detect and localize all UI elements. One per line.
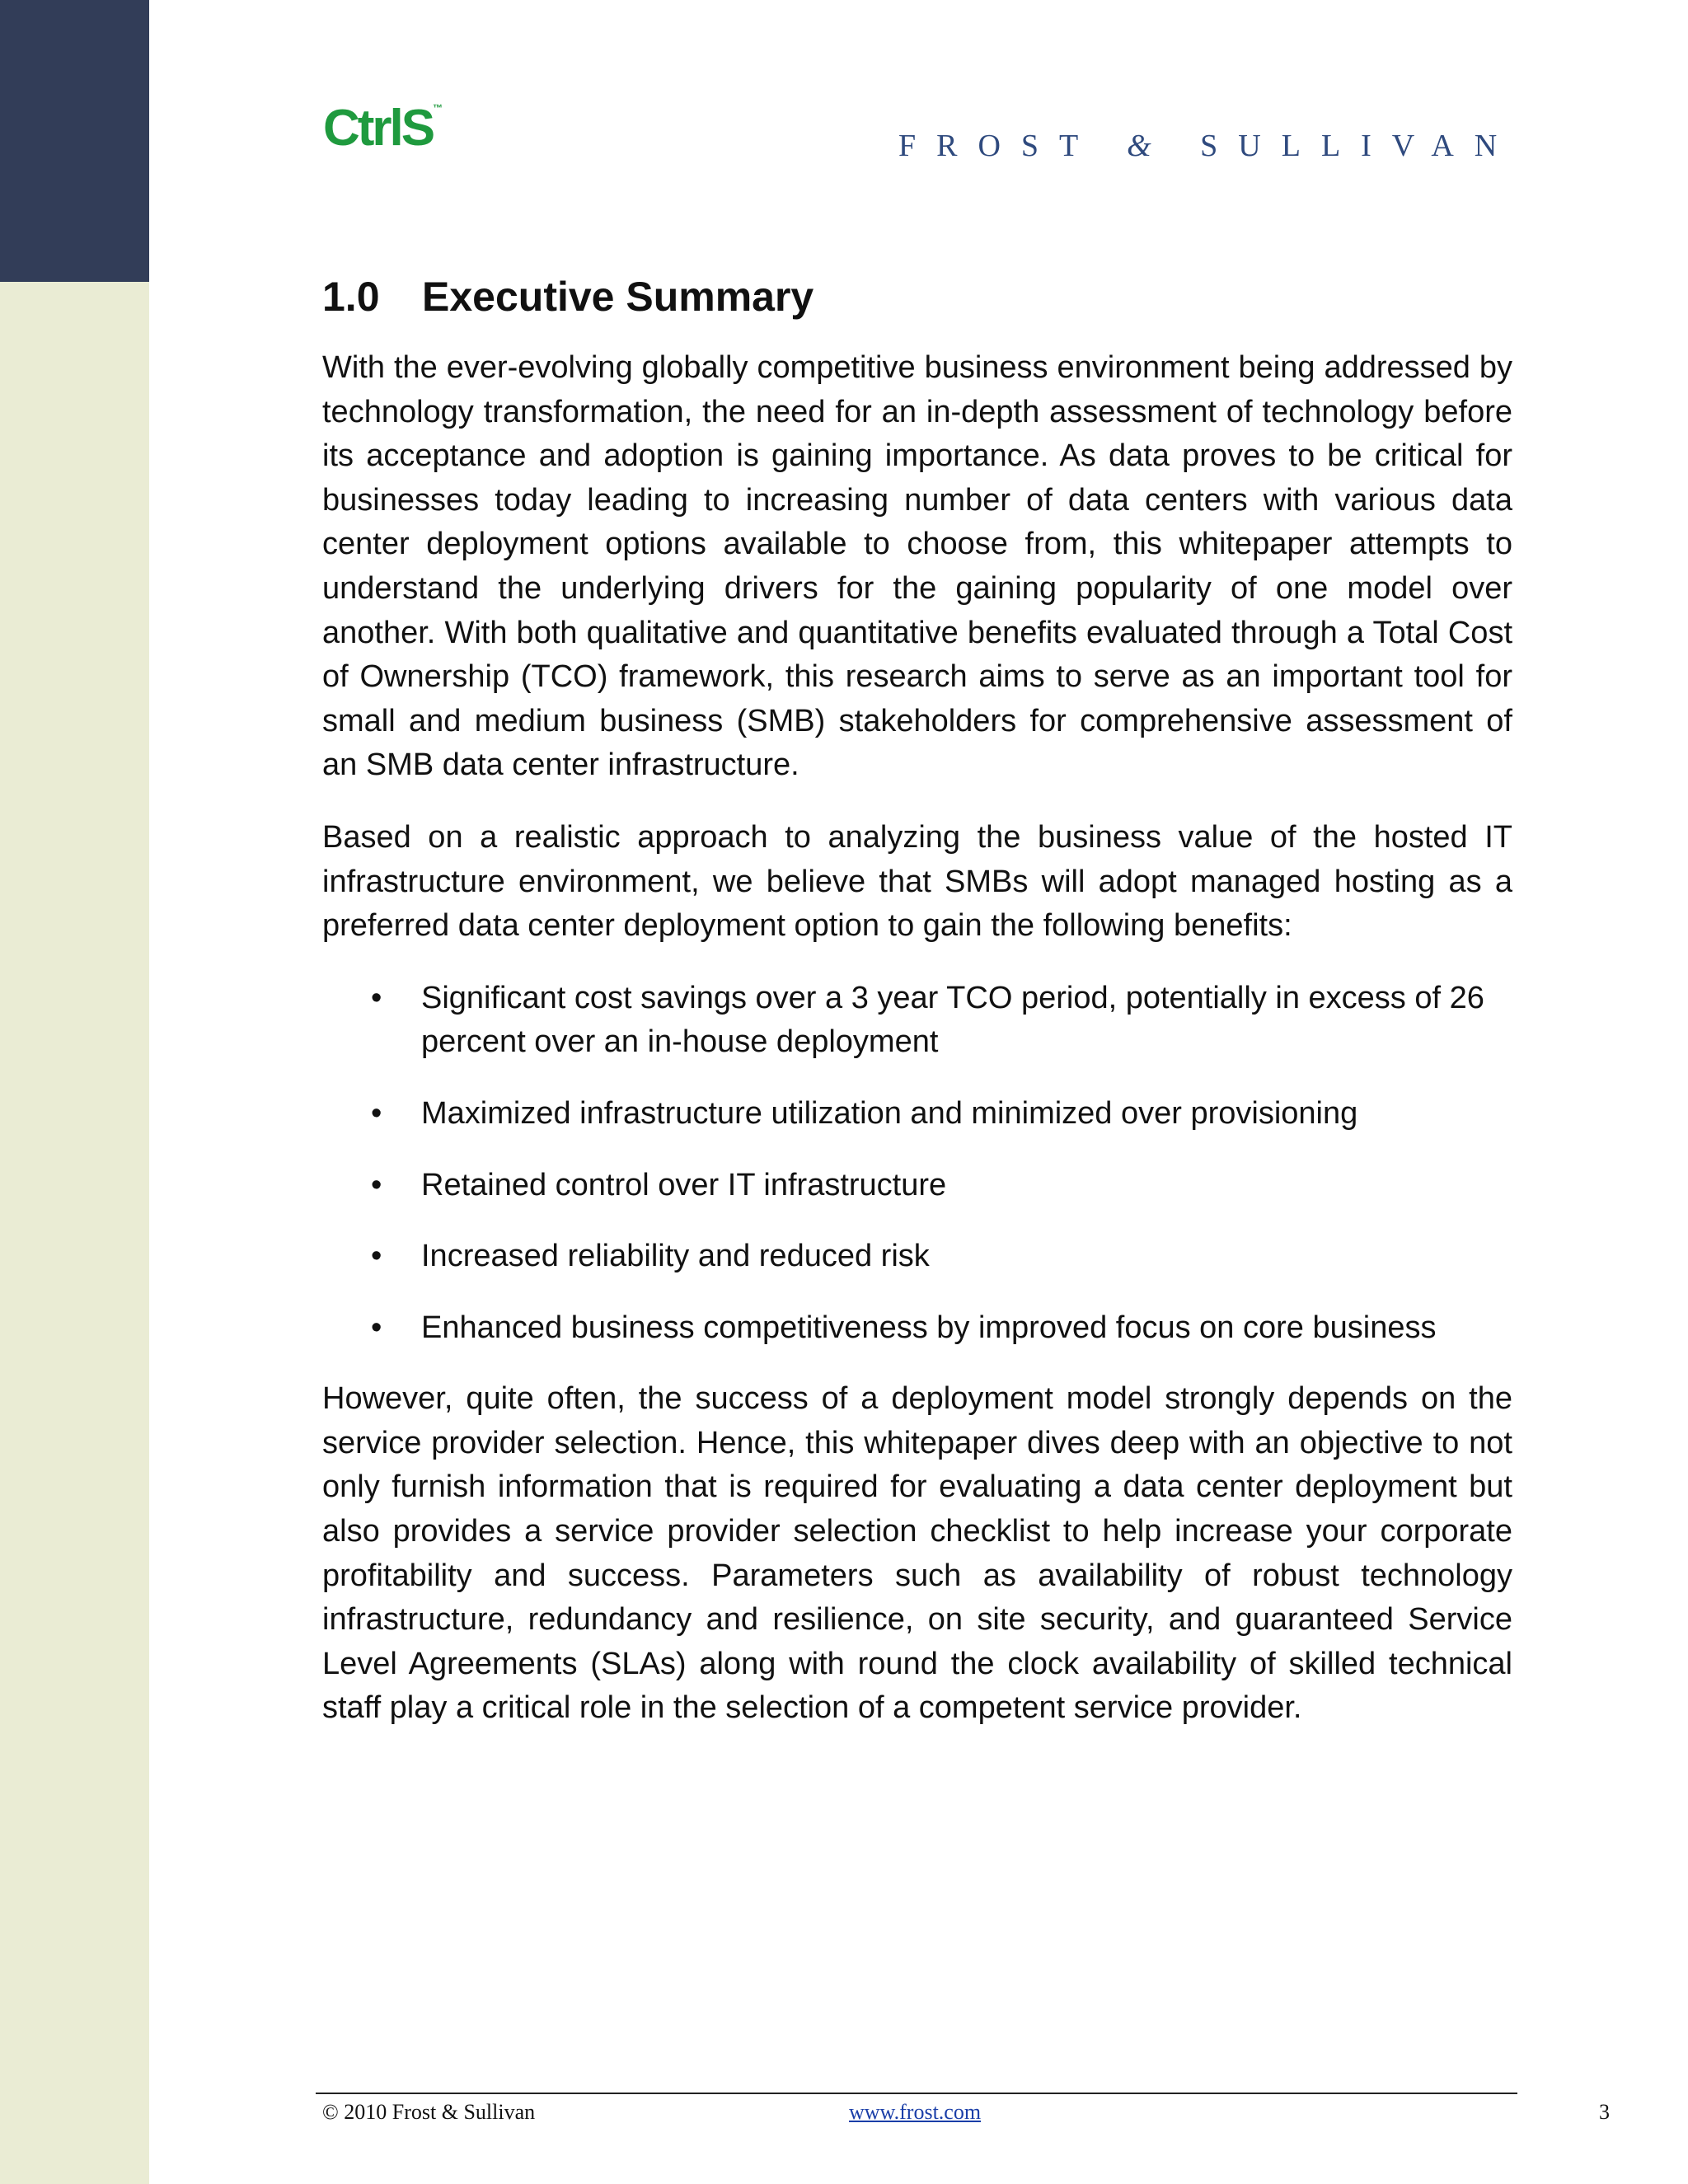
benefits-intro-paragraph: Based on a realistic approach to analyzing the business value of the hosted IT infrastructure environment, we believe that SMBs will adopt managed hosting as a preferred data center deployment option to gain the following benefits: xyxy=(322,819,1512,944)
footer-website-link[interactable]: www.frost.com xyxy=(849,2100,982,2124)
intro-paragraph: With the ever-evolving globally competitive business environment being addressed by technology transformation, the need for an in-depth assessment of technology before its acceptance and adoption is gaining importance. As data proves to be critical for businesses today leading to increasing number of data centers with various data center deployment options available to choose from, this whitepaper attempts to understand the underlying drivers for the gaining popularity of one model over another. With both qualitative and quantitative benefits evaluated through a Total Cost of Ownership (TCO) framework, this research aims to serve as an important tool for small and medium business (SMB) stakeholders for comprehensive assessment of an SMB data center infrastructure. xyxy=(322,350,1512,783)
section-number: 1.0 xyxy=(322,274,380,320)
frost-logo-ampersand: & xyxy=(1127,129,1172,163)
list-item xyxy=(322,1306,1512,1351)
list-item-text: Significant cost savings over a 3 year TCO period, potentially in excess of 26 percent over an in-house deployment xyxy=(421,980,1484,1060)
footer-divider xyxy=(316,2093,1517,2094)
list-item xyxy=(322,1092,1512,1137)
section-heading xyxy=(322,272,1512,321)
list-item-text: Maximized infrastructure utilization and minimized over provisioning xyxy=(421,1095,1358,1131)
bullet-icon: • xyxy=(371,1239,382,1274)
page-side-band xyxy=(0,0,149,2184)
page-number: 3 xyxy=(1599,2100,1610,2124)
sullivan-logo-word: SULLIVAN xyxy=(1200,129,1518,163)
benefits-list xyxy=(322,977,1512,1351)
main-content xyxy=(322,272,1512,1759)
bullet-icon: • xyxy=(371,1095,382,1131)
bullet-icon: • xyxy=(371,1310,382,1345)
ctrls-logo-trademark: ™ xyxy=(433,102,443,114)
footer-copyright: © 2010 Frost & Sullivan xyxy=(322,2100,536,2124)
list-item-text: Increased reliability and reduced risk xyxy=(421,1239,930,1274)
list-item xyxy=(322,1164,1512,1208)
list-item xyxy=(322,977,1512,1065)
section-title: Executive Summary xyxy=(422,274,814,320)
bullet-icon: • xyxy=(371,1167,382,1202)
list-item-text: Enhanced business competitiveness by improved focus on core business xyxy=(421,1310,1437,1345)
ctrls-logo-text: CtrlS xyxy=(323,100,434,157)
frost-sullivan-logo xyxy=(898,129,1518,163)
frost-logo-word: FROST xyxy=(898,129,1099,163)
bullet-icon: • xyxy=(371,980,382,1015)
list-item xyxy=(322,1235,1512,1279)
page-side-band-header-block xyxy=(0,0,149,282)
provider-selection-paragraph: However, quite often, the success of a deployment model strongly depends on the service provider selection. Hence, this whitepaper dives deep with an objective to not only furnish information that is required for evaluating a data center deployment but also provides a service provider selection checklist to help increase your corporate profitability and success. Parameters such as availability of robust technology infrastructure, redundancy and resilience, on site security, and guaranteed Service Level Agreements (SLAs) along with round the clock availability of skilled technical staff play a critical role in the selection of a competent service provider. xyxy=(322,1381,1512,1726)
list-item-text: Retained control over IT infrastructure xyxy=(421,1167,947,1202)
ctrls-logo xyxy=(323,100,443,157)
